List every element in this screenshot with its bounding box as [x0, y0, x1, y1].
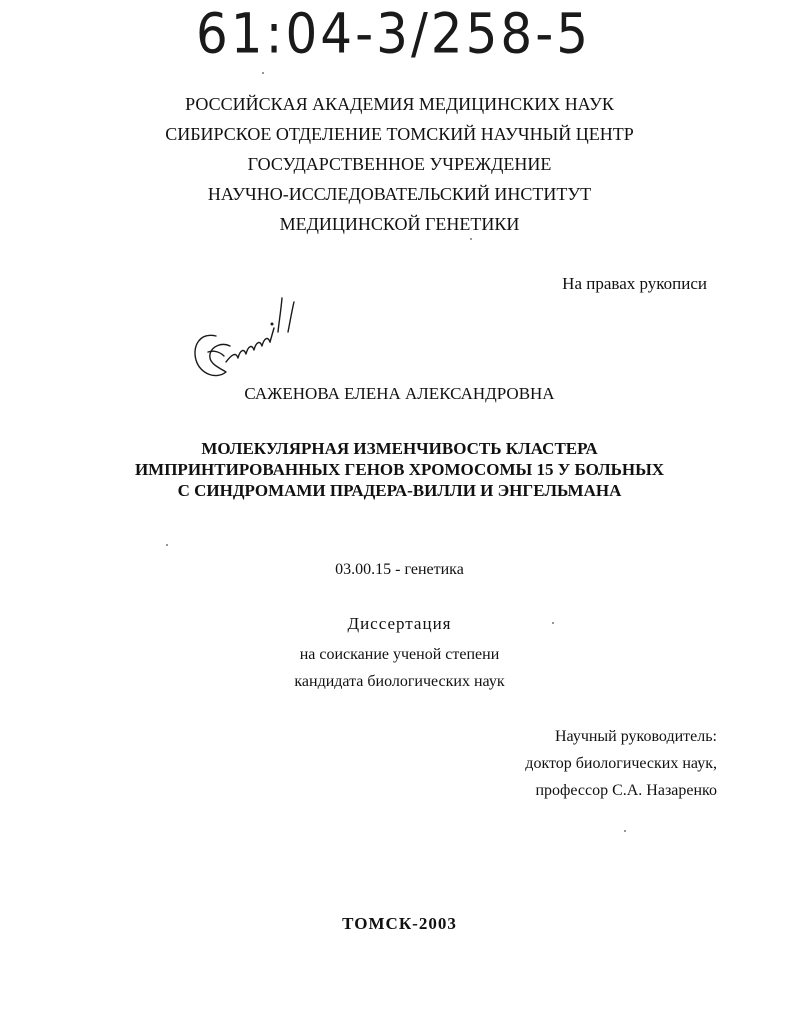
archive-code-handwritten: 61:04-3/258-5	[196, 2, 592, 66]
supervisor-line: Научный руководитель:	[554, 728, 717, 745]
title-line: ИМПРИНТИРОВАННЫХ ГЕНОВ ХРОМОСОМЫ 15 У БОЛЬНЫХ	[134, 460, 665, 479]
supervisor-block	[525, 723, 717, 804]
manuscript-rights-note: На правах рукописи	[562, 274, 707, 293]
title-line: С СИНДРОМАМИ ПРАДЕРА-ВИЛЛИ И ЭНГЕЛЬМАНА	[177, 481, 622, 500]
degree-line: кандидата биологических наук	[294, 673, 505, 690]
supervisor-line: профессор С.А. Назаренко	[535, 782, 717, 799]
specialty-code: 03.00.15 - генетика	[335, 561, 464, 578]
city-year: ТОМСК-2003	[342, 914, 457, 933]
title-line: МОЛЕКУЛЯРНАЯ ИЗМЕНЧИВОСТЬ КЛАСТЕРА	[201, 439, 598, 458]
scan-speck	[552, 622, 554, 624]
scan-speck	[470, 238, 472, 240]
institution-line: РОССИЙСКАЯ АКАДЕМИЯ МЕДИЦИНСКИХ НАУК	[185, 94, 614, 114]
degree-statement	[0, 641, 799, 695]
degree-line: на соискание ученой степени	[299, 646, 500, 663]
institution-line: ГОСУДАРСТВЕННОЕ УЧРЕЖДЕНИЕ	[247, 154, 552, 174]
handwritten-signature	[186, 292, 296, 384]
scan-speck	[624, 830, 626, 832]
institution-line: НАУЧНО-ИССЛЕДОВАТЕЛЬСКИЙ ИНСТИТУТ	[207, 184, 592, 204]
scan-speck	[166, 544, 168, 546]
supervisor-line: доктор биологических наук,	[525, 755, 717, 772]
scan-speck	[262, 72, 264, 74]
dissertation-title	[0, 438, 799, 501]
institution-block	[0, 89, 799, 239]
document-type: Диссертация	[347, 614, 452, 633]
author-name: САЖЕНОВА ЕЛЕНА АЛЕКСАНДРОВНА	[244, 384, 555, 403]
institution-line: СИБИРСКОЕ ОТДЕЛЕНИЕ ТОМСКИЙ НАУЧНЫЙ ЦЕНТР	[165, 124, 634, 144]
institution-line: МЕДИЦИНСКОЙ ГЕНЕТИКИ	[279, 214, 520, 234]
